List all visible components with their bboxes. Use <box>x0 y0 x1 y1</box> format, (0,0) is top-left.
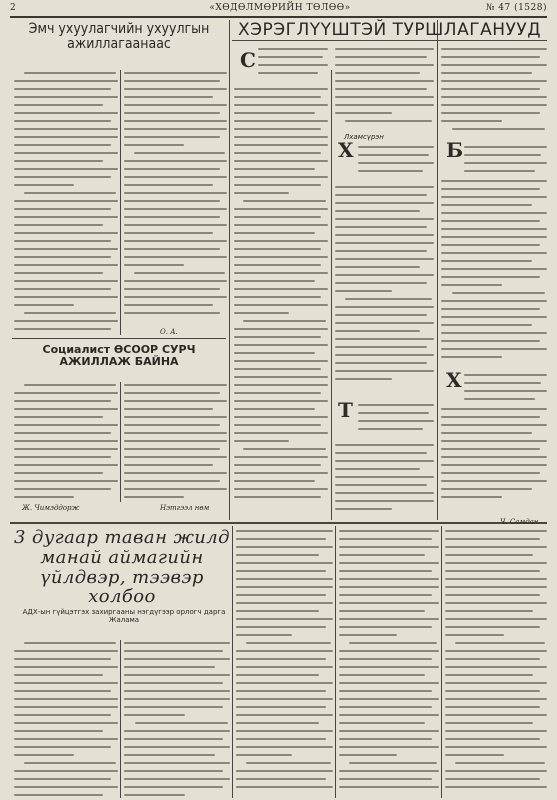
author-name: Лхамсүрэн <box>344 133 384 141</box>
text-block <box>14 384 118 502</box>
body-text-column <box>464 146 547 178</box>
text-block <box>358 404 434 436</box>
text-block <box>124 642 230 798</box>
byline: Ж. Чимэддорж <box>22 504 80 512</box>
body-text-column <box>234 88 328 518</box>
byline: Ч. Самдан <box>500 518 539 526</box>
article-title-socialist: Социалист ӨСООР СУРЧ АЖИЛЛАЖ БАЙНА <box>42 343 196 368</box>
body-text-column <box>124 384 227 502</box>
drop-cap: С <box>240 48 256 72</box>
column-divider <box>120 70 121 335</box>
article-title-plan: 3 дугаар таван жилд манай аймагийн үйлдвэр, тээвэр холбоо <box>14 527 230 608</box>
text-block <box>124 72 227 320</box>
text-block <box>441 48 547 136</box>
column-divider <box>120 640 121 798</box>
column-divider <box>232 526 233 798</box>
text-block <box>14 72 118 334</box>
article-title-emch: Эмч ухуулагчийн ухуулгын ажиллагаанаас <box>28 21 210 52</box>
body-text-column <box>445 530 547 798</box>
byline: О. А. <box>160 328 178 336</box>
column-divider <box>120 382 121 502</box>
article-subtitle-plan: АДХ-ын гүйцэтгэх захиргааны нэгдүгээр орлогч дарга Жалама <box>22 608 226 625</box>
headline-rule <box>232 40 547 41</box>
body-text-column <box>358 404 434 444</box>
text-block <box>464 146 547 178</box>
issue-number: № 47 (1528) <box>485 3 547 13</box>
text-block <box>445 530 547 794</box>
text-block <box>335 48 434 128</box>
body-text-column <box>339 530 439 798</box>
column-divider <box>441 526 442 798</box>
body-text-column <box>14 642 118 798</box>
column-divider <box>437 20 438 520</box>
page-number: 2 <box>10 3 17 13</box>
text-block <box>124 384 227 502</box>
column-divider <box>229 20 230 520</box>
drop-cap: Х <box>446 368 462 392</box>
body-text-column <box>14 72 118 334</box>
body-text-column <box>124 642 230 798</box>
article-title-sports: ХЭРЭГЛҮҮШТЭЙ ТУРШЛАГАНУУД <box>238 20 541 40</box>
body-text-column <box>358 146 434 186</box>
text-block <box>14 642 118 798</box>
text-block <box>464 374 547 406</box>
text-block <box>441 408 547 504</box>
drop-cap: Б <box>446 138 464 162</box>
body-text-column <box>14 384 118 502</box>
body-text-column <box>464 374 547 406</box>
drop-cap: Т <box>338 398 353 422</box>
column-divider <box>331 70 332 520</box>
body-text-column <box>441 48 547 138</box>
section-divider <box>10 522 547 524</box>
body-text-column <box>258 48 328 88</box>
body-text-column <box>335 48 434 128</box>
body-text-column <box>335 186 434 398</box>
text-block <box>358 146 434 178</box>
section-divider <box>12 338 226 339</box>
text-block <box>335 444 434 516</box>
column-divider <box>335 526 336 798</box>
body-text-column <box>124 72 227 322</box>
byline: Нэтгээл нөм <box>160 504 210 512</box>
drop-cap: Х <box>338 138 354 162</box>
body-text-column <box>441 180 547 366</box>
text-block <box>258 48 328 80</box>
body-text-column <box>335 444 434 518</box>
newspaper-name: «ХӨДӨЛМӨРИЙН ТӨЛӨӨ» <box>209 3 351 13</box>
text-block <box>441 180 547 364</box>
body-text-column <box>236 530 333 798</box>
text-block <box>339 530 439 794</box>
text-block <box>234 88 328 504</box>
text-block <box>236 530 333 794</box>
masthead <box>10 2 547 18</box>
body-text-column <box>441 408 547 514</box>
text-block <box>335 186 434 386</box>
